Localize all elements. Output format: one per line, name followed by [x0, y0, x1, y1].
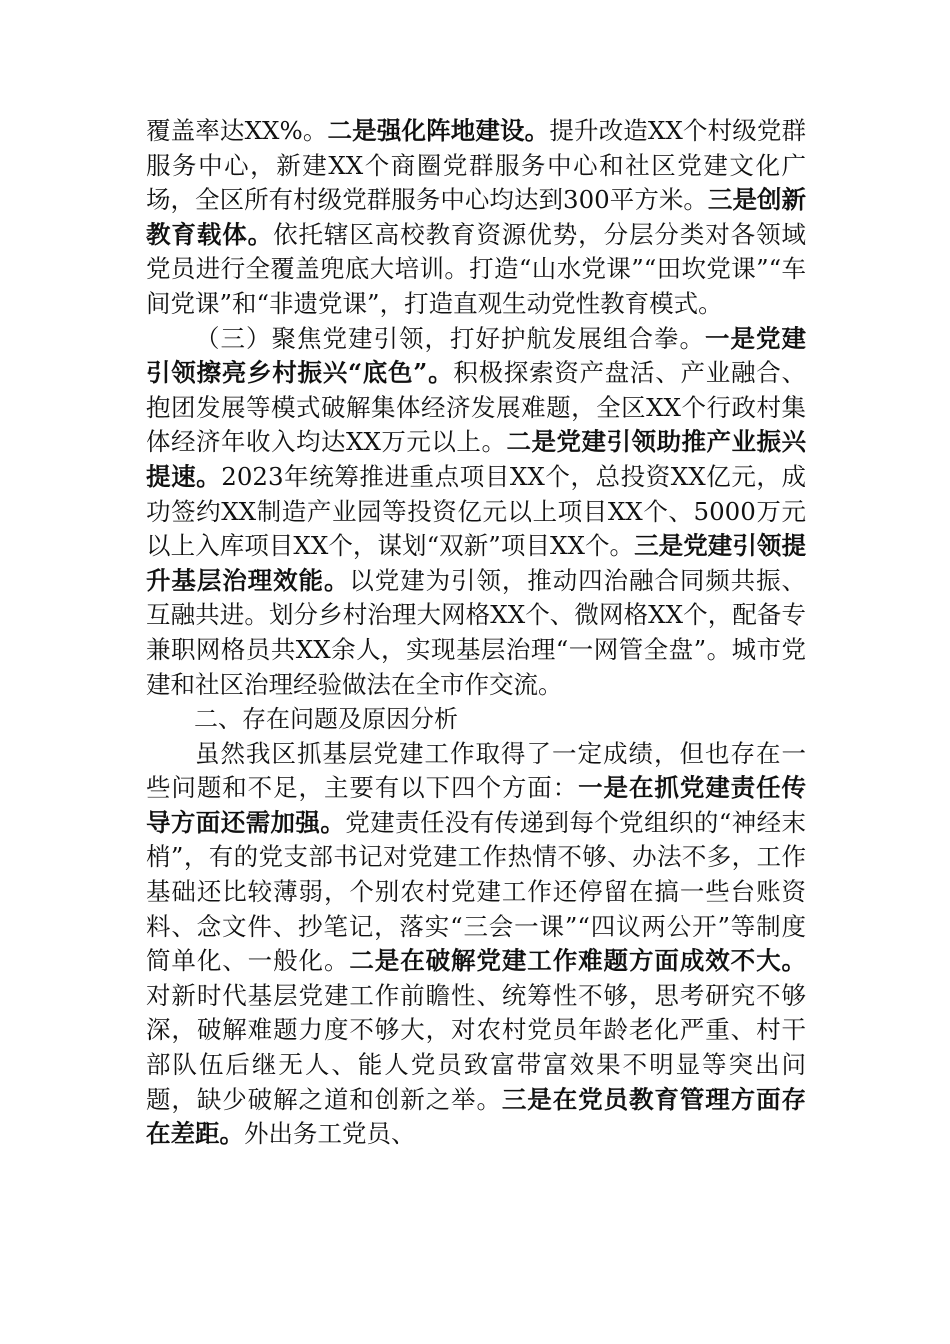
- bold-point-text: 三是党建引领提升基层治理效能。: [146, 531, 806, 595]
- text-run: 提升改造XX个村级党群服务中心，新建XX个商圈党群服务中心和社区党建文化广场，全区所有村级党群服务中心均达到300平方米。: [146, 116, 807, 215]
- text-run: 覆盖率达XX%。: [146, 116, 328, 145]
- bold-point-text: 一是在抓党建责任传导方面还需加强。: [146, 773, 806, 837]
- paragraph-continued: [146, 114, 806, 322]
- document-page: [146, 114, 806, 1152]
- bold-point-text: 三是创新教育载体。: [146, 185, 807, 249]
- bold-point-text: 三是在党员教育管理方面存在差距。: [146, 1084, 807, 1149]
- text-run: 积极探索资产盘活、产业融合、抱团发展等模式破解集体经济发展难题，全区XX个行政村集体经济年收入均达XX万元以上。: [146, 358, 806, 457]
- text-run: 依托辖区高校教育资源优势，分层分类对各领域党员进行全覆盖兜底大培训。打造“山水党课”“田坎党课”“车间党课”和“非遗党课”，打造直观生动党性教育模式。: [146, 219, 807, 318]
- section-heading: 二、存在问题及原因分析: [194, 705, 458, 734]
- text-run: 党建责任没有传递到每个党组织的“神经末梢”，有的党支部书记对党建工作热情不够、办法不多，工作基础还比较薄弱，个别农村党建工作还停留在搞一些台账资料、念文件、抄笔记，落实“三会一课”“四议两公开”等制度简单化、一般化。: [146, 807, 807, 976]
- paragraph-section-three: [146, 322, 806, 703]
- bold-point-text: 二是党建引领助推产业振兴提速。: [146, 427, 807, 491]
- text-run: 虽然我区抓基层党建工作取得了一定成绩，但也存在一些问题和不足，主要有以下四个方面：: [146, 738, 806, 803]
- text-run: 对新时代基层党建工作前瞻性、统筹性不够，思考研究不够深，破解难题力度不够大，对农村党员年龄老化严重、村干部队伍后继无人、能人党员致富带富效果不明显等突出问题，缺少破解之道和创新之举。: [146, 980, 806, 1114]
- bold-point-text: 二是强化阵地建设。: [327, 116, 550, 145]
- subsection-title: （三）聚焦党建引领，打好护航发展组合拳。: [195, 323, 705, 353]
- bold-point-text: 二是在破解党建工作难题方面成效不大。: [349, 946, 806, 976]
- text-run: 外出务工党员、: [244, 1119, 416, 1149]
- text-run: 以党建为引领，推动四治融合同频共振、互融共进。划分乡村治理大网格XX个、微网格XX个，配备专兼职网格员共XX余人，实现基层治理“一网管全盘”。城市党建和社区治理经验做法在全市作交流。: [146, 565, 806, 699]
- paragraph-problems: [146, 737, 806, 1152]
- bold-point-text: 一是党建引领擦亮乡村振兴“底色”。: [146, 323, 806, 388]
- text-run: 2023年统筹推进重点项目XX个，总投资XX亿元，成功签约XX制造产业园等投资亿元以上项目XX个、5000万元以上入库项目XX个，谋划“双新”项目XX个。: [146, 461, 806, 561]
